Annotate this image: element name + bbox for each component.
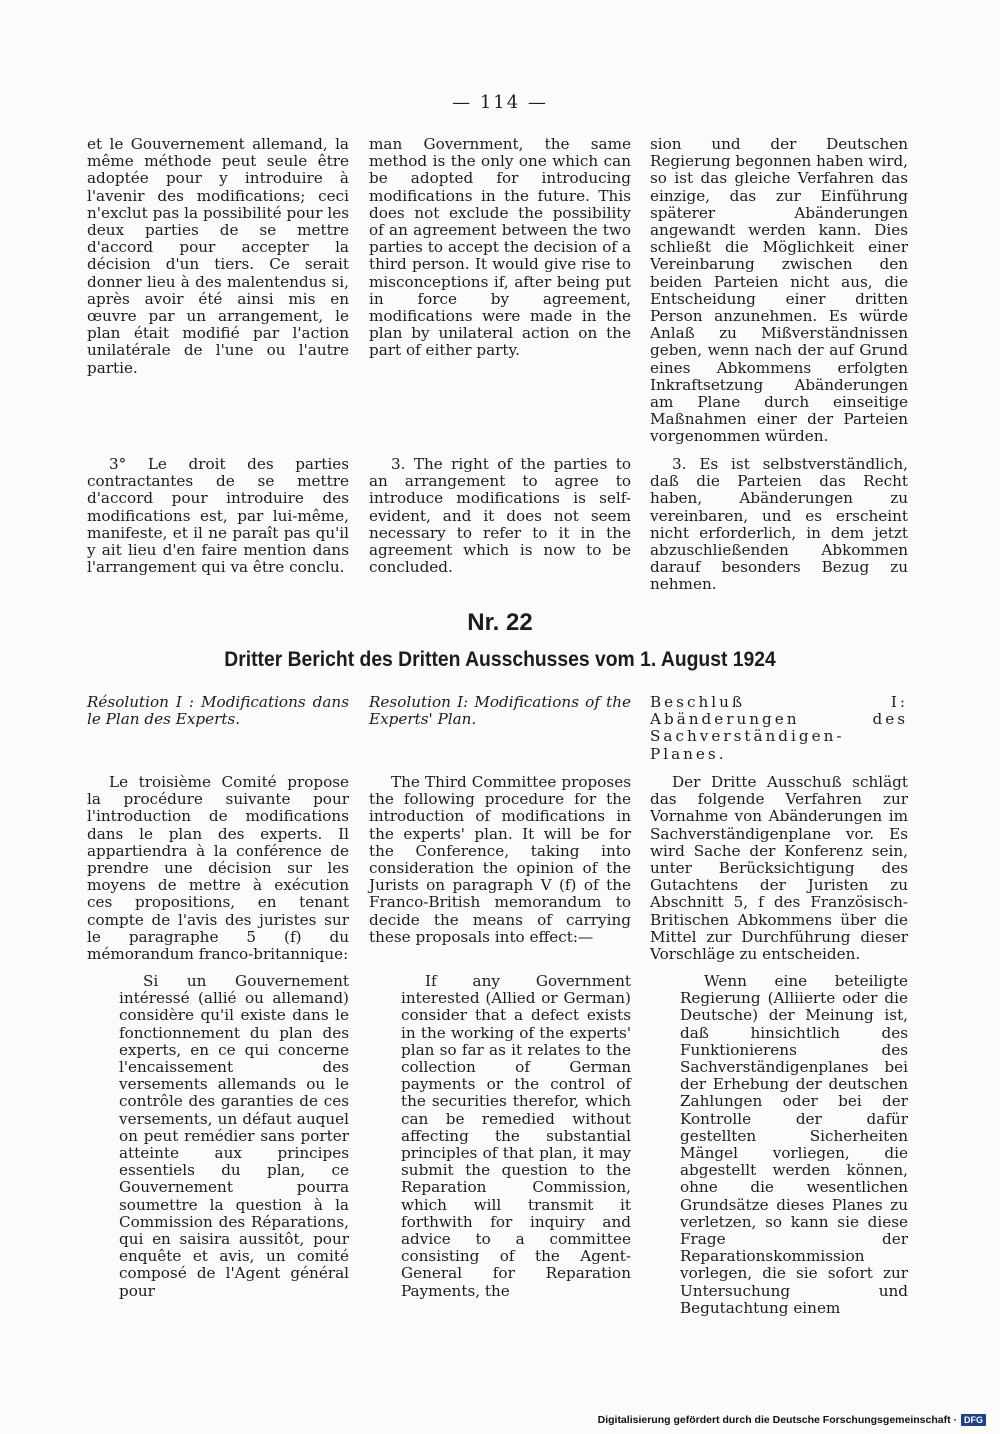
paragraph: Der Dritte Ausschuß schlägt das folgende Verfahren zur Vornahme von Abänderungen im Sachverständigenplane vor. Es wird Sache der Konferenz sein, unter Berücksichtigung des Gutachtens der Juristen zu Abschnitt 5, f des Französisch-Britischen Abkommens über die Mittel zur Durchführung dieser Vorschläge zu entscheiden. <box>650 773 908 964</box>
resolution-title-en: Resolution I: Modifications of the Experts' Plan. <box>369 693 631 729</box>
paragraph: man Government, the same method is the only one which can be adopted for introducing modifications in the future. This does not exclude the possibility of an agreement between the two parties to accept the decision of a third person. It would give rise to misconceptions if, after being put in force by agreement, modifications were made in the plan by unilateral action on the part of either party. <box>369 135 631 360</box>
section3-de-sub <box>650 973 908 1317</box>
paragraph: 3. The right of the parties to an arrangement to agree to introduce modifications is self-evident, and it does not seem necessary to refer to it in the agreement which is now to be concluded. <box>369 455 631 577</box>
section1-en <box>369 136 631 360</box>
section3-en <box>369 774 631 946</box>
footer-credit <box>598 1414 986 1426</box>
section3-fr <box>87 774 349 963</box>
section3-fr-sub <box>87 973 349 1300</box>
resolution-title-de: Beschluß I: Abänderungen des Sachverständigen-Planes. <box>650 693 908 763</box>
paragraph: Wenn eine beteiligte Regierung (Alliierte oder die Deutsche) der Meinung ist, daß hinsichtlich des Funktionierens des Sachverständigenplanes bei der Erhebung der deutschen Zahlungen oder bei der Kontrolle der dafür gestellten Sicherheiten Mängel vorliegen, die abgestellt werden können, ohne die wesentlichen Grundsätze dieses Planes zu verletzen, so kann sie diese Frage der Reparationskommission vorlegen, die sie sofort zur Untersuchung und Begutachtung einem <box>680 972 908 1317</box>
paragraph: Le troisième Comité propose la procédure suivante pour l'introduction de modifications dans le plan des experts. Il appartiendra à la conférence de prendre une décision sur les moyens de mettre à exécution ces propositions, en tenant compte de l'avis des juristes sur le paragraphe 5 (f) du mémorandum franco-britannique: <box>87 773 349 964</box>
page-number: — 114 — <box>452 92 548 113</box>
section2-de <box>650 456 908 594</box>
document-title: Dritter Bericht des Dritten Ausschusses vom 1. August 1924 <box>224 648 776 671</box>
resolution-title-fr: Résolution I : Modifications dans le Plan des Experts. <box>87 693 349 729</box>
paragraph: et le Gouvernement allemand, la même méthode peut seule être adoptée pour y introduire à l'avenir des modifications; ceci n'exclut pas la possibilité pour les deux parties de se mettre d'accord pour accepter la décision d'un tiers. Ce serait donner lieu à des malentendus si, après avoir été ainsi mis en œuvre par un arrangement, le plan était modifié par l'action unilatérale de l'une ou l'autre partie. <box>87 135 349 377</box>
paragraph: 3° Le droit des parties contractantes de se mettre d'accord pour introduire des modifications est, par lui-même, manifeste, et il ne paraît pas qu'il y ait lieu d'en faire mention dans l'arrangement qui va être conclu. <box>87 455 349 577</box>
footer-text: Digitalisierung gefördert durch die Deutsche Forschungsgemeinschaft · <box>597 1414 957 1426</box>
dfg-logo: DFG <box>961 1414 986 1426</box>
paragraph: If any Government interested (Allied or German) consider that a defect exists in the working of the experts' plan so far as it relates to the collection of German payments or the control of the securities therefor, which can be remedied without affecting the substantial principles of that plan, it may submit the question to the Reparation Commission, which will transmit it forthwith for inquiry and advice to a committee consisting of the Agent-General for Reparation Payments, the <box>401 972 631 1300</box>
section3-de <box>650 774 908 963</box>
paragraph: The Third Committee proposes the following procedure for the introduction of modifications in the experts' plan. It will be for the Conference, taking into consideration the opinion of the Jurists on paragraph V (f) of the Franco-British memorandum to decide the means of carrying these proposals into effect:— <box>369 773 631 946</box>
section2-fr <box>87 456 349 576</box>
section2-en <box>369 456 631 576</box>
paragraph: Si un Gouvernement intéressé (allié ou allemand) considère qu'il existe dans le fonctionnement du plan des experts, en ce qui concerne l'encaissement des versements allemands ou le contrôle des garanties de ces versements, un défaut auquel on peut remédier sans porter atteinte aux principes essentiels du plan, ce Gouvernement pourra soumettre la question à la Commission des Réparations, qui en saisira aussitôt, pour enquête et avis, un comité composé de l'Agent général pour <box>119 972 349 1300</box>
section3-en-sub <box>369 973 631 1300</box>
section1-fr <box>87 136 349 377</box>
paragraph: sion und der Deutschen Regierung begonnen haben wird, so ist das gleiche Verfahren das einzige, das zur Einführung späterer Abänderungen angewandt werden kann. Dies schließt die Möglichkeit einer Vereinbarung zwischen den beiden Parteien nicht aus, die Entscheidung einer dritten Person anzunehmen. Es würde Anlaß zu Mißverständnissen geben, wenn nach der auf Grund eines Abkommens erfolgten Inkraftsetzung Abänderungen am Plane durch einseitige Maßnahmen einer der Parteien vorgenommen würden. <box>650 135 908 446</box>
document-number: Nr. 22 <box>467 609 533 636</box>
paragraph: 3. Es ist selbstverständlich, daß die Parteien das Recht haben, Abänderungen zu vereinbaren, und es erscheint nicht erforderlich, in dem jetzt abzuschließenden Abkommen darauf besonders Bezug zu nehmen. <box>650 455 908 594</box>
section1-de <box>650 136 908 446</box>
